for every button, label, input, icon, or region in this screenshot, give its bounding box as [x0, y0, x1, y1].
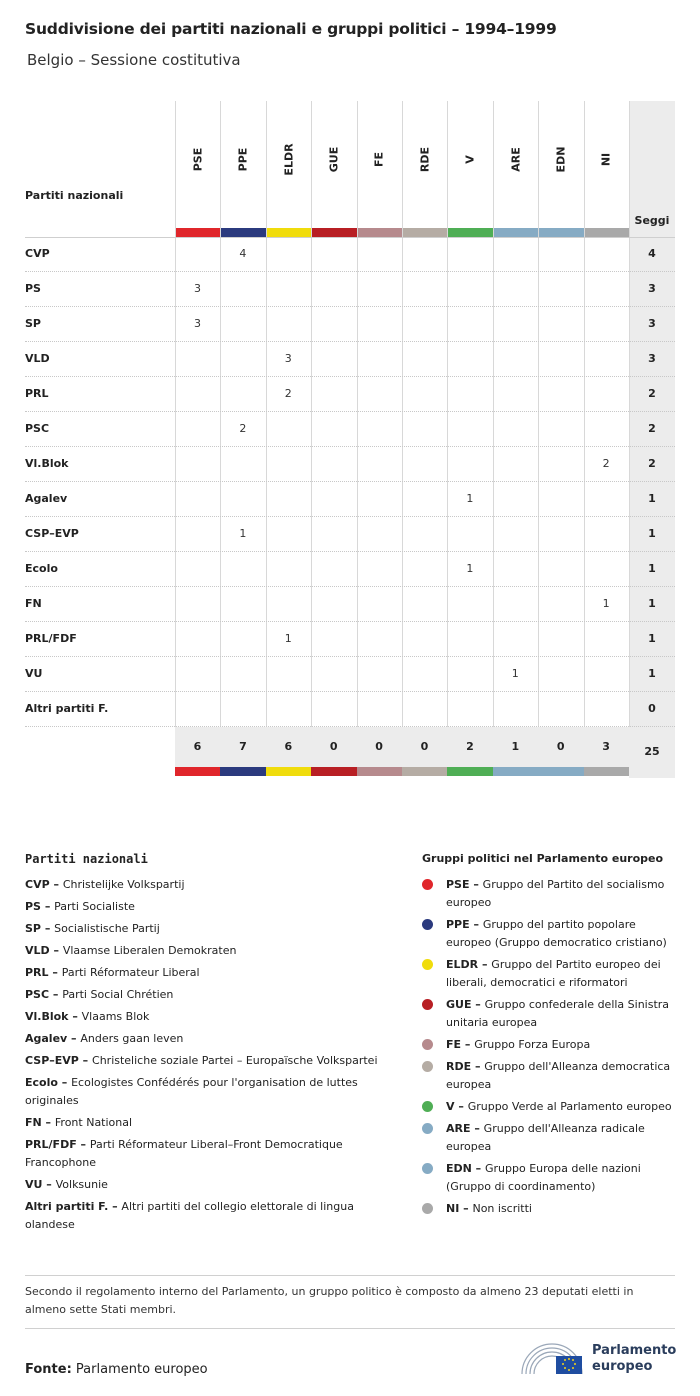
- group-full-name: Gruppo dell'Alleanza radicale europea: [446, 1122, 645, 1153]
- party-full-name: Socialistische Partij: [54, 922, 160, 935]
- seat-count: 1: [466, 562, 474, 575]
- color-dot-icon: [422, 1039, 433, 1050]
- row-total: 3: [648, 352, 656, 365]
- party-full-name: Ecologistes Confédérés pour l'organisation de luttes originales: [25, 1076, 358, 1107]
- source-line: [25, 1362, 208, 1377]
- party-code: CSP–EVP –: [25, 1054, 93, 1067]
- party-code: Agalev –: [25, 1032, 81, 1045]
- row-total: 1: [648, 527, 656, 540]
- table-row: [25, 377, 675, 412]
- grand-total: 25: [644, 745, 660, 758]
- party-code: VLD –: [25, 944, 63, 957]
- color-dot-icon: [422, 999, 433, 1010]
- table-row: [25, 552, 675, 587]
- table-row: [25, 237, 675, 272]
- hemicycle-icon: [520, 1340, 586, 1378]
- group-color-bar: [447, 228, 492, 237]
- party-legend-item: [25, 1030, 380, 1048]
- group-legend-item: [422, 1098, 677, 1116]
- group-color-bar: [584, 228, 629, 237]
- group-code: NI –: [446, 1202, 473, 1215]
- group-full-name: Gruppo Forza Europa: [474, 1038, 591, 1051]
- party-legend-item: [25, 1176, 380, 1194]
- group-total: 0: [375, 740, 383, 753]
- group-header-eldr: ELDR: [282, 143, 295, 176]
- table-row: [25, 412, 675, 447]
- page-title: Suddivisione dei partiti nazionali e gruppi politici – 1994–1999: [25, 20, 557, 38]
- party-full-name: Parti Réformateur Liberal: [61, 966, 200, 979]
- group-code: V –: [446, 1100, 468, 1113]
- party-legend: [25, 876, 380, 1238]
- group-full-name: Gruppo dell'Alleanza democratica europea: [446, 1060, 671, 1091]
- seat-count: 3: [194, 282, 201, 295]
- party-legend-item: [25, 942, 380, 960]
- group-total: 0: [556, 740, 565, 753]
- group-total: 1: [511, 740, 520, 753]
- color-dot-icon: [422, 879, 433, 890]
- party-legend-item: [25, 1198, 380, 1234]
- group-color-bar: [311, 767, 356, 776]
- party-full-name: Front National: [54, 1116, 133, 1129]
- party-full-name: Volksunie: [55, 1178, 108, 1191]
- group-code: PPE –: [446, 918, 483, 931]
- table-row: [25, 307, 675, 342]
- group-legend-item: [422, 1036, 677, 1054]
- row-total: 3: [648, 282, 656, 295]
- row-total: 4: [648, 247, 656, 260]
- party-name: CSP–EVP: [25, 527, 79, 540]
- group-header-ppe: PPE: [236, 147, 250, 172]
- group-header-are: ARE: [509, 147, 522, 172]
- group-total: 0: [329, 740, 338, 753]
- group-legend: [422, 876, 677, 1222]
- party-name: Ecolo: [25, 562, 58, 575]
- group-color-bar: [402, 767, 447, 776]
- group-legend-item: [422, 1160, 677, 1196]
- party-full-name: Christelijke Volkspartij: [62, 878, 185, 891]
- party-full-name: Christeliche soziale Partei – Europaïsche Volkspartei: [92, 1054, 378, 1067]
- table-row: [25, 517, 675, 552]
- group-color-bar: [175, 228, 220, 237]
- color-dot-icon: [422, 919, 433, 930]
- page-subtitle: Belgio – Sessione costitutiva: [27, 51, 241, 69]
- party-code: PSC –: [25, 988, 63, 1001]
- group-legend-item: [422, 876, 677, 912]
- group-total: 2: [466, 740, 474, 753]
- parliament-logo: [520, 1340, 680, 1380]
- party-legend-item: [25, 1074, 380, 1110]
- group-color-bar: [493, 228, 538, 237]
- logo-text: [592, 1343, 676, 1375]
- row-total: 1: [648, 597, 656, 610]
- group-color-bar: [220, 228, 265, 237]
- party-legend-item: [25, 898, 380, 916]
- party-code: Ecolo –: [25, 1076, 72, 1089]
- party-code: Altri partiti F. –: [25, 1200, 122, 1213]
- table-row: [25, 692, 675, 727]
- party-name: PRL/FDF: [25, 632, 77, 645]
- group-code: RDE –: [446, 1060, 485, 1073]
- row-total: 2: [648, 387, 656, 400]
- party-name: VLD: [25, 352, 50, 365]
- group-code: EDN –: [446, 1162, 486, 1175]
- group-color-bar: [584, 767, 629, 776]
- table-header: [25, 101, 675, 237]
- footnote: Secondo il regolamento interno del Parlamento, un gruppo politico è composto da almeno 23 deputati eletti in almeno sette Stati membri.: [25, 1285, 634, 1316]
- seat-count: 2: [602, 457, 610, 470]
- seat-count: 2: [239, 422, 247, 435]
- party-legend-item: [25, 1052, 380, 1070]
- party-legend-item: [25, 920, 380, 938]
- group-color-bar: [447, 767, 492, 776]
- table-row: [25, 657, 675, 692]
- source-label: Fonte:: [25, 1362, 72, 1377]
- group-color-bar: [220, 767, 265, 776]
- group-color-bar: [493, 767, 538, 776]
- party-name: SP: [25, 317, 41, 330]
- table-row: [25, 272, 675, 307]
- row-total: 2: [648, 422, 656, 435]
- group-code: FE –: [446, 1038, 475, 1051]
- group-color-bar: [311, 228, 356, 237]
- group-full-name: Gruppo del Partito europeo dei liberali, democratici e riformatori: [446, 958, 661, 989]
- group-full-name: Non iscritti: [472, 1202, 532, 1215]
- group-total: 6: [284, 740, 293, 753]
- seat-count: 3: [194, 317, 201, 330]
- color-dot-icon: [422, 1101, 433, 1112]
- party-full-name: Vlaamse Liberalen Demokraten: [62, 944, 237, 957]
- group-full-name: Gruppo confederale della Sinistra unitaria europea: [446, 998, 670, 1029]
- row-total: 1: [648, 632, 656, 645]
- group-header-rde: RDE: [418, 146, 432, 173]
- group-full-name: Gruppo del partito popolare europeo (Gruppo democratico cristiano): [446, 918, 667, 949]
- group-color-bar: [266, 228, 311, 237]
- group-color-bar: [175, 767, 220, 776]
- party-name: PS: [25, 282, 41, 295]
- group-color-bar: [538, 228, 583, 237]
- group-total: 6: [193, 740, 202, 753]
- group-legend-item: [422, 916, 677, 952]
- party-name: PRL: [25, 387, 49, 400]
- party-name: VU: [25, 667, 43, 680]
- row-total: 1: [648, 562, 656, 575]
- table-row: [25, 587, 675, 622]
- party-legend-item: [25, 876, 380, 894]
- party-name: CVP: [25, 247, 50, 260]
- group-color-bar: [357, 228, 402, 237]
- seat-count: 4: [239, 247, 247, 260]
- party-name: FN: [25, 597, 42, 610]
- group-header-pse: PSE: [191, 147, 205, 172]
- row-total: 3: [648, 317, 656, 330]
- group-header-gue: GUE: [327, 146, 341, 173]
- party-full-name: Parti Socialiste: [54, 900, 135, 913]
- party-legend-item: [25, 1136, 380, 1172]
- row-total: 1: [648, 667, 656, 680]
- color-dot-icon: [422, 1123, 433, 1134]
- group-legend-item: [422, 1058, 677, 1094]
- group-code: ARE –: [446, 1122, 484, 1135]
- table-row: [25, 622, 675, 657]
- color-dot-icon: [422, 1163, 433, 1174]
- color-dot-icon: [422, 959, 433, 970]
- group-header-v: V: [463, 155, 477, 164]
- divider: [25, 1328, 675, 1329]
- party-code: Vl.Blok –: [25, 1010, 82, 1023]
- party-full-name: Anders gaan leven: [80, 1032, 184, 1045]
- row-header-label: Partiti nazionali: [25, 189, 124, 202]
- seat-count: 1: [239, 527, 247, 540]
- group-color-bar: [266, 767, 311, 776]
- party-code: PS –: [25, 900, 55, 913]
- party-full-name: Altri partiti del collegio elettorale di lingua olandese: [25, 1200, 354, 1231]
- group-full-name: Gruppo del Partito del socialismo europeo: [446, 878, 665, 909]
- totals-row: [25, 727, 675, 767]
- seat-count: 1: [284, 632, 292, 645]
- party-legend-title: Partiti nazionali: [25, 852, 148, 866]
- seats-header-label: Seggi: [634, 214, 670, 227]
- party-legend-item: [25, 1114, 380, 1132]
- group-legend-title: Gruppi politici nel Parlamento europeo: [422, 852, 664, 865]
- group-code: PSE –: [446, 878, 483, 891]
- row-total: 2: [648, 457, 656, 470]
- party-code: PRL –: [25, 966, 62, 979]
- group-legend-item: [422, 956, 677, 992]
- group-legend-item: [422, 1200, 677, 1218]
- group-code: GUE –: [446, 998, 485, 1011]
- party-code: SP –: [25, 922, 55, 935]
- table-row: [25, 342, 675, 377]
- seat-count: 1: [466, 492, 474, 505]
- group-legend-item: [422, 1120, 677, 1156]
- seat-count: 1: [511, 667, 519, 680]
- group-code: ELDR –: [446, 958, 492, 971]
- group-header-ni: NI: [599, 152, 613, 167]
- party-name: Altri partiti F.: [25, 702, 109, 715]
- group-color-bar: [402, 228, 447, 237]
- party-full-name: Parti Social Chrétien: [62, 988, 174, 1001]
- logo-line-2: europeo: [592, 1359, 653, 1374]
- group-legend-item: [422, 996, 677, 1032]
- row-total: 0: [648, 702, 656, 715]
- group-total: 7: [239, 740, 247, 753]
- party-code: VU –: [25, 1178, 56, 1191]
- party-code: CVP –: [25, 878, 63, 891]
- divider: [25, 1275, 675, 1276]
- party-code: FN –: [25, 1116, 55, 1129]
- group-color-bar: [538, 767, 583, 776]
- seat-count: 2: [284, 387, 292, 400]
- row-total: 1: [648, 492, 656, 505]
- party-name: Agalev: [25, 492, 68, 505]
- seat-count: 1: [602, 597, 610, 610]
- party-legend-item: [25, 986, 380, 1004]
- group-total: 3: [602, 740, 610, 753]
- color-dot-icon: [422, 1203, 433, 1214]
- group-full-name: Gruppo Verde al Parlamento europeo: [467, 1100, 672, 1113]
- group-full-name: Gruppo Europa delle nazioni (Gruppo di coordinamento): [446, 1162, 641, 1193]
- seat-count: 3: [284, 352, 292, 365]
- party-full-name: Parti Réformateur Liberal–Front Democratique Francophone: [25, 1138, 343, 1169]
- group-total: 0: [420, 740, 429, 753]
- group-color-bar: [357, 767, 402, 776]
- logo-line-1: Parlamento: [592, 1343, 677, 1358]
- group-header-edn: EDN: [554, 146, 568, 173]
- party-name: Vl.Blok: [25, 457, 69, 470]
- party-full-name: Vlaams Blok: [81, 1010, 150, 1023]
- party-name: PSC: [25, 422, 50, 435]
- party-code: PRL/FDF –: [25, 1138, 90, 1151]
- table-row: [25, 482, 675, 517]
- group-header-fe: FE: [372, 151, 386, 168]
- party-legend-item: [25, 964, 380, 982]
- party-legend-item: [25, 1008, 380, 1026]
- color-dot-icon: [422, 1061, 433, 1072]
- source-value: Parlamento europeo: [75, 1362, 208, 1377]
- table-row: [25, 447, 675, 482]
